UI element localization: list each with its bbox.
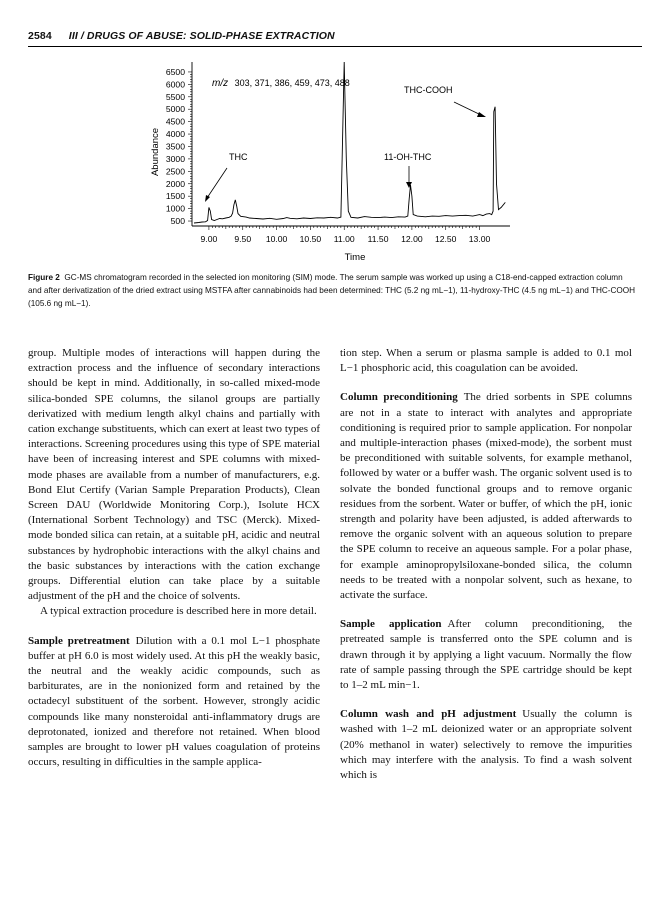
column-wash-body: Usually the column is washed with 1–2 mL deionized water or an appropriate solvent (20% methanol in water) selectively to remove the impurities which may interfere with the analysis. To find a wash solvent which is <box>340 708 632 782</box>
y-axis-label: Abundance <box>150 127 161 177</box>
y-tick-label: 5500 <box>165 91 185 102</box>
x-tick-label: 9.50 <box>234 234 252 244</box>
caption-text: GC-MS chromatogram recorded in the selected ion monitoring (SIM) mode. The serum sample was worked up using a C18-end-capped extraction column and after derivatization of the dried extract using MSTFA after cannabinoids had been determined: THC (5.2 ng mL−1), 11-hydroxy-THC (4.5 ng mL−1) and THC-COOH (105.6 ng mL−1). <box>28 273 636 308</box>
y-tick-label: 1000 <box>165 203 185 214</box>
x-tick-label: 9.00 <box>200 234 218 244</box>
sample-application-paragraph <box>340 617 632 693</box>
sample-pretreatment-heading: Sample pretreatment <box>28 634 130 647</box>
x-tick-label: 13.00 <box>468 234 491 244</box>
y-tick-label: 5000 <box>165 104 185 115</box>
y-tick-label: 4500 <box>165 116 185 127</box>
sample-pretreatment-body: Dilution with a 0.1 mol L−1 phosphate buffer at pH 6.0 is most widely used. At this pH the weakly basic, the neutral and the weakly acidic compounds, such as barbiturates, are in the nonionized form and retained by the octadecyl substituent of the sorbent. However, strongly acidic compounds like many nonsteroidal anti-inflammatory drugs are deprotonated, ionized and therefore not retained. When blood samples are brought to lower pH values coagulation of proteins occurs, resulting in difficulties in the sample applica- <box>28 634 320 769</box>
left-paragraph-2: A typical extraction procedure is described here in more detail. <box>40 605 317 618</box>
x-tick-label: 10.50 <box>299 234 322 244</box>
section-title: III / DRUGS OF ABUSE: SOLID-PHASE EXTRACTION <box>68 30 335 42</box>
chromatogram-chart <box>0 0 668 270</box>
y-tick-label: 500 <box>170 216 185 227</box>
y-tick-label: 2000 <box>165 178 185 189</box>
x-tick-label: 12.50 <box>434 234 457 244</box>
page-number: 2584 <box>28 30 52 42</box>
thc-cooh-arrow <box>454 102 481 115</box>
oh-thc-label: 11-OH-THC <box>384 152 432 162</box>
figure-caption <box>28 271 638 310</box>
column-wash-heading: Column wash and pH adjustment <box>340 708 517 721</box>
mz-annotation <box>212 78 350 89</box>
figure-chromatogram <box>0 0 668 275</box>
x-tick-label: 12.00 <box>401 234 423 244</box>
left-column <box>28 346 320 770</box>
sample-pretreatment-paragraph <box>28 634 320 771</box>
x-tick-label: 11.50 <box>367 234 389 244</box>
y-tick-label: 6000 <box>165 79 185 90</box>
y-tick-label: 2500 <box>165 166 185 177</box>
thc-label: THC <box>229 152 248 162</box>
thc-cooh-arrowhead <box>477 112 486 117</box>
thc-arrow <box>207 168 227 198</box>
x-tick-label: 11.00 <box>333 234 355 244</box>
sample-application-heading: Sample application <box>340 618 442 631</box>
mz-values: 303, 371, 386, 459, 473, 488 <box>234 78 350 88</box>
mz-label: m/z <box>212 78 229 89</box>
y-tick-label: 6500 <box>165 66 185 77</box>
column-preconditioning-body: The dried sorbents in SPE columns are not in a state to interact with analytes and appropriate conditioning is required prior to sample application. For nonpolar and multiple-interaction phases (mixed-mode), the sorbent must be preconditioned with suitable solvents, for example methanol, followed by water or a buffer wash. The organic solvent used is to solvate the bonded functional groups and to remove organic residues from the sorbent. Water or buffer, of which the pH, ionic strength and polarity have been adjusted, is added afterwards to remove the organic solvent with an aqueous solution to prepare the SPE column to receive an aqueous sample. For a polar phase, for example aminopropylsiloxane-bonded silica, the column needs to be treated with a nonpolar solvent, such as hexane, to activate the surface. <box>340 391 632 602</box>
thc-arrowhead <box>205 195 210 202</box>
x-tick-label: 10.00 <box>265 234 288 244</box>
right-paragraph-1: tion step. When a serum or plasma sample is added to 0.1 mol L−1 phosphoric acid, this coagulation can be avoided. <box>340 347 632 375</box>
x-axis-label: Time <box>344 252 366 263</box>
y-tick-label: 3000 <box>165 153 185 164</box>
sample-application-body: After column preconditioning, the pretreated sample is transferred onto the SPE column and is drawn through it by applying a light vacuum. Normally the flow rate of sample passing through the SPE cartridge should be kept to 1–2 mL min−1. <box>340 618 633 692</box>
thc-cooh-label: THC-COOH <box>404 85 453 95</box>
y-tick-label: 1500 <box>165 191 185 202</box>
y-tick-label: 3500 <box>165 141 185 152</box>
column-preconditioning-paragraph <box>340 390 632 603</box>
right-column <box>340 346 632 783</box>
figure-label: Figure 2 <box>28 273 60 282</box>
column-wash-paragraph <box>340 707 632 783</box>
left-paragraph-1: group. Multiple modes of interactions will happen during the extraction process and the influence of secondary interactions should be kept in mind. Additionally, in so-called mixed-mode silica-bonded SPE columns, the silanol groups are partially derivatized with medium length alkyl chains and partially with cation exchange substituents, which can exert at least two types of interactions. Screening procedures using this type of SPE material have been of increasing interest and SPE columns with mixed-mode phases are available from a number of manufacturers, e.g. Bond Elut Certify (Varian Sample Preparation Products), Clean Screen DAU (Worldwide Monitoring Corp.), Isolute HCX (International Sorbent Technology) and TSC (Merck). Mixed-mode bonded silica can retain, at a suitable pH, acidic and neutral substances by hydrophobic interactions with the alkyl chains and the basic substances by interactions with the cation exchange groups. Differential elution can take place by a suitable adjustment of the pH and the choice of solvents. <box>28 347 320 603</box>
y-tick-label: 4000 <box>165 129 185 140</box>
column-preconditioning-heading: Column preconditioning <box>340 391 458 404</box>
